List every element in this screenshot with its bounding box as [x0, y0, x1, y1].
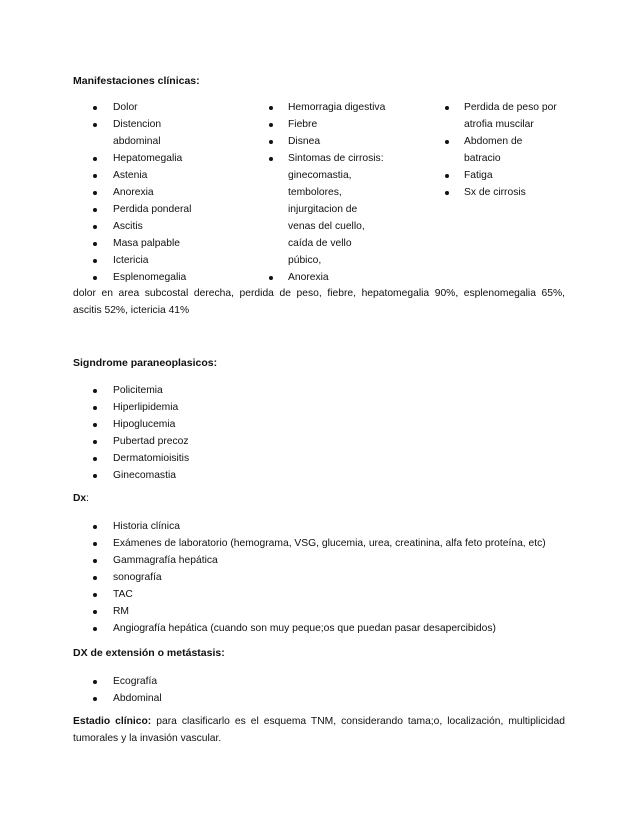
bullet-icon [269, 106, 273, 110]
list-item: caída de vello [288, 238, 352, 249]
manifestaciones-heading: Manifestaciones clínicas: [73, 75, 200, 87]
estadio-paragraph [73, 713, 565, 747]
bullet-icon [93, 406, 97, 410]
dx-colon: : [86, 493, 90, 504]
bullet-icon [93, 680, 97, 684]
list-item: Ascitis [113, 221, 143, 232]
manifestaciones-summary [73, 285, 565, 319]
list-item: Fiebre [288, 119, 318, 130]
list-item: Dermatomioisitis [113, 453, 190, 464]
list-item: Abdomen de [464, 136, 523, 147]
bullet-icon [93, 106, 97, 110]
bullet-icon [93, 225, 97, 229]
list-item: TAC [113, 589, 133, 600]
extension-heading: DX de extensión o metástasis: [73, 647, 225, 659]
dx-heading-line [73, 493, 89, 504]
bullet-icon [93, 191, 97, 195]
list-item: Masa palpable [113, 238, 180, 249]
list-item: Hemorragia digestiva [288, 102, 386, 113]
list-item: atrofia muscilar [464, 119, 534, 130]
bullet-icon [93, 610, 97, 614]
list-item: Policitemia [113, 385, 163, 396]
list-item: Disnea [288, 136, 321, 147]
list-item: Ictericia [113, 255, 149, 266]
list-item: Hipoglucemia [113, 419, 176, 430]
list-item: Pubertad precoz [113, 436, 189, 447]
bullet-icon [93, 389, 97, 393]
bullet-icon [93, 259, 97, 263]
bullet-icon [93, 208, 97, 212]
bullet-icon [269, 157, 273, 161]
list-item: Anorexia [113, 187, 154, 198]
bullet-icon [93, 157, 97, 161]
list-item: Hepatomegalia [113, 153, 183, 164]
estadio-line-1 [73, 713, 565, 730]
bullet-icon [93, 525, 97, 529]
bullet-icon [445, 106, 449, 110]
bullet-icon [93, 474, 97, 478]
list-item: púbico, [288, 255, 322, 266]
list-item: Perdida de peso por [464, 102, 557, 113]
bullet-icon [93, 440, 97, 444]
summary-line-2: ascitis 52%, ictericia 41% [73, 305, 190, 316]
bullet-icon [93, 276, 97, 280]
list-item: tembolores, [288, 187, 342, 198]
bullet-icon [269, 140, 273, 144]
list-item: Ginecomastia [113, 470, 176, 481]
list-item: RM [113, 606, 130, 617]
bullet-icon [93, 697, 97, 701]
list-item: Perdida ponderal [113, 204, 192, 215]
list-item: Distencion [113, 119, 162, 130]
bullet-icon [445, 174, 449, 178]
bullet-icon [445, 140, 449, 144]
summary-line-1: dolor en area subcostal derecha, perdida de peso, fiebre, hepatomegalia 90%, esplenomegalia 65%, [73, 288, 565, 299]
list-item: Exámenes de laboratorio (hemograma, VSG, glucemia, urea, creatinina, alfa feto proteína, etc) [113, 538, 546, 549]
list-item: sonografía [113, 572, 162, 583]
list-item: Esplenomegalia [113, 272, 187, 283]
bullet-icon [269, 123, 273, 127]
list-item: Abdominal [113, 693, 162, 704]
estadio-line-2: tumorales y la invasión vascular. [73, 733, 222, 744]
bullet-icon [93, 542, 97, 546]
bullet-icon [445, 191, 449, 195]
list-item: Astenia [113, 170, 148, 181]
estadio-text-1: para clasificarlo es el esquema TNM, considerando tama;o, localización, multiplicidad [156, 716, 565, 727]
list-item: abdominal [113, 136, 161, 147]
list-item: venas del cuello, [288, 221, 365, 232]
dx-heading: Dx [73, 493, 87, 504]
list-item: Gammagrafía hepática [113, 555, 218, 566]
bullet-icon [93, 457, 97, 461]
bullet-icon [93, 576, 97, 580]
list-item: Sx de cirrosis [464, 187, 526, 198]
list-item: Hiperlipidemia [113, 402, 179, 413]
bullet-icon [93, 174, 97, 178]
bullet-icon [93, 627, 97, 631]
list-item: batracio [464, 153, 501, 164]
list-item: Angiografía hepática (cuando son muy peque;os que puedan pasar desapercibidos) [113, 623, 496, 634]
list-item: Anorexia [288, 272, 329, 283]
list-item: Ecografía [113, 676, 158, 687]
paraneoplasicos-heading: Signdrome paraneoplasicos: [73, 357, 218, 369]
bullet-icon [269, 276, 273, 280]
bullet-icon [93, 242, 97, 246]
bullet-icon [93, 593, 97, 597]
list-item: ginecomastia, [288, 170, 352, 181]
bullet-icon [93, 123, 97, 127]
estadio-label: Estadio clínico: [73, 716, 152, 727]
list-item: Fatiga [464, 170, 493, 181]
bullet-icon [93, 423, 97, 427]
list-item: Historia clínica [113, 521, 180, 532]
list-item: injurgitacion de [288, 204, 358, 215]
bullet-icon [93, 559, 97, 563]
list-item: Sintomas de cirrosis: [288, 153, 384, 164]
list-item: Dolor [113, 102, 138, 113]
